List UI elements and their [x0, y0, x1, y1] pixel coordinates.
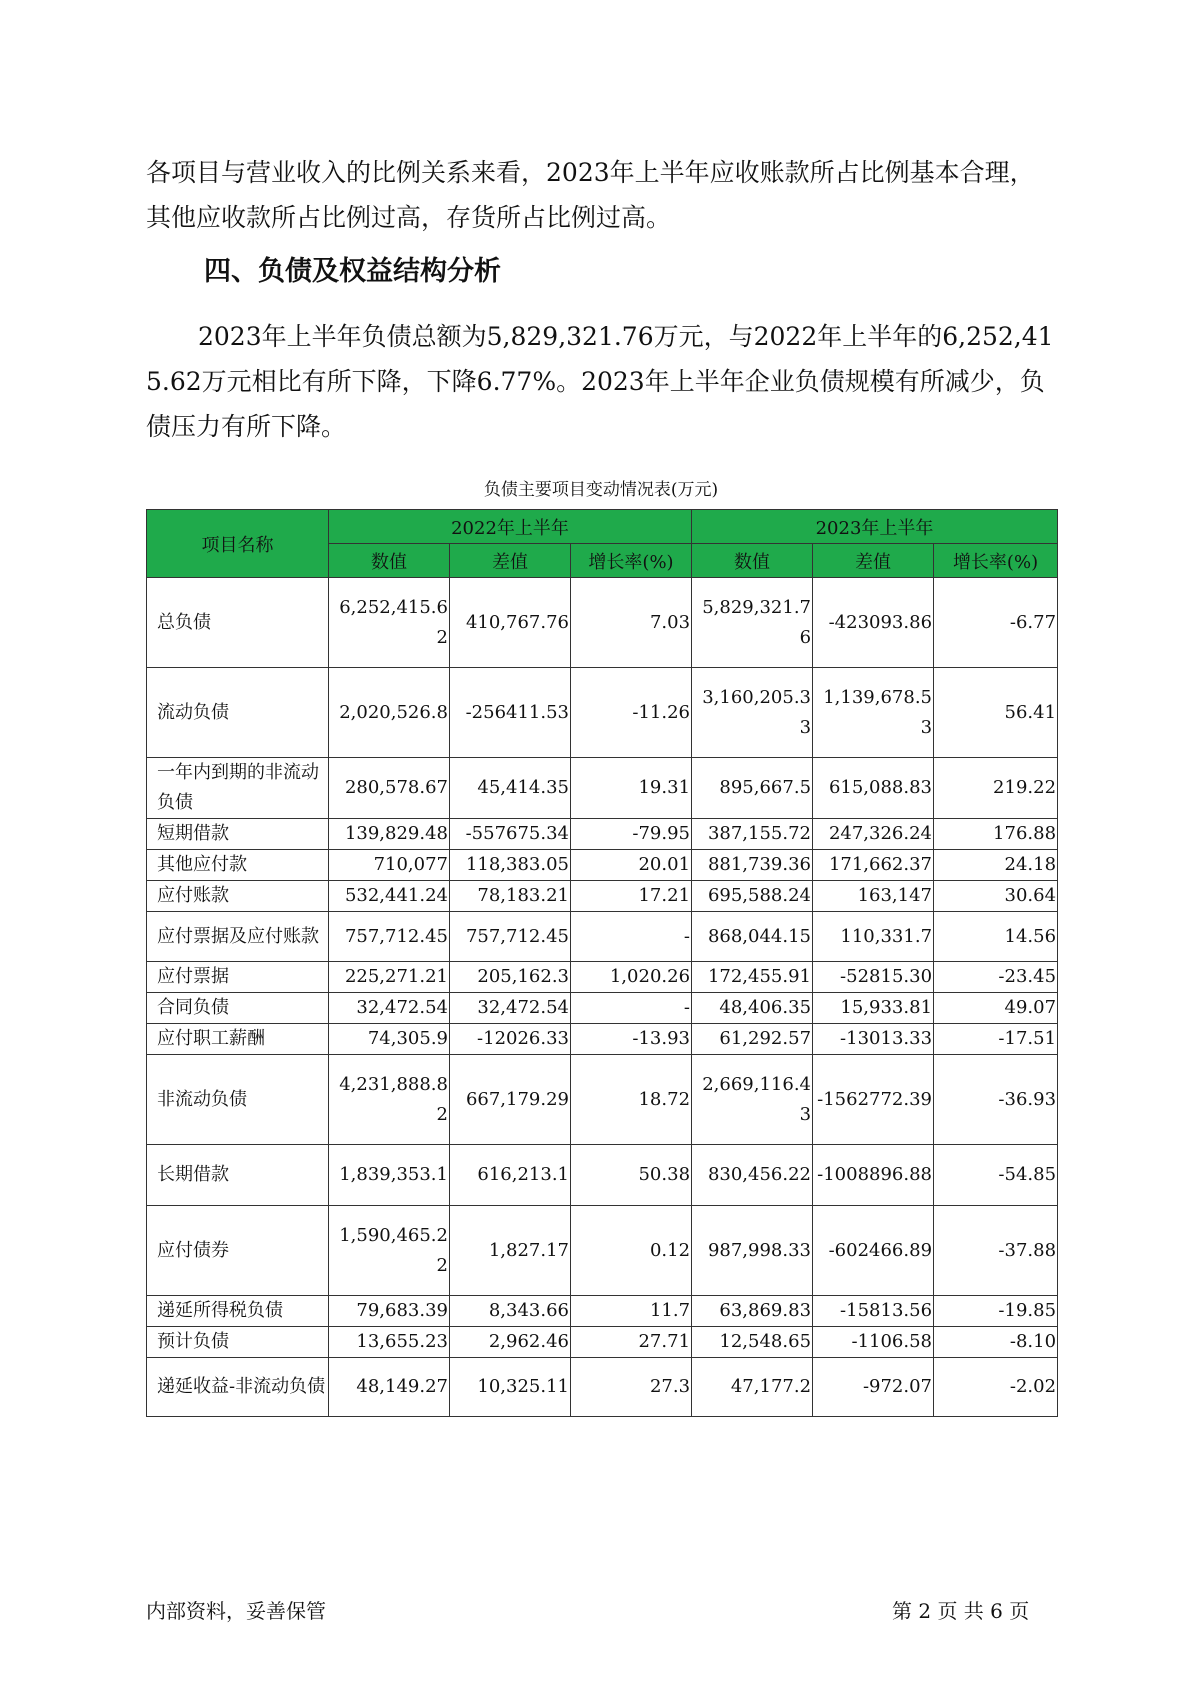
footer-page-number: 第 2 页 共 6 页: [892, 1599, 1030, 1623]
cell-diff-2022: 45,414.35: [450, 758, 571, 819]
cell-diff-2022: 118,383.05: [450, 850, 571, 881]
cell-diff-2022: -256411.53: [450, 668, 571, 758]
cell-diff-2023: -423093.86: [813, 578, 934, 668]
cell-growth-2022: -13.93: [571, 1024, 692, 1055]
cell-diff-2022: 410,767.76: [450, 578, 571, 668]
cell-growth-2023: -2.02: [934, 1358, 1058, 1417]
cell-diff-2023: 1,139,678.53: [813, 668, 934, 758]
cell-row-name: 应付票据: [147, 962, 329, 993]
cell-value-2023: 61,292.57: [692, 1024, 813, 1055]
cell-row-name: 长期借款: [147, 1145, 329, 1206]
cell-growth-2023: -8.10: [934, 1327, 1058, 1358]
cell-row-name: 其他应付款: [147, 850, 329, 881]
cell-growth-2022: 17.21: [571, 881, 692, 912]
cell-growth-2022: 50.38: [571, 1145, 692, 1206]
table-row: [147, 1358, 1058, 1417]
cell-growth-2023: -17.51: [934, 1024, 1058, 1055]
table-row: [147, 912, 1058, 962]
cell-value-2022: 1,839,353.1: [329, 1145, 450, 1206]
cell-growth-2022: 1,020.26: [571, 962, 692, 993]
cell-growth-2023: 30.64: [934, 881, 1058, 912]
cell-row-name: 总负债: [147, 578, 329, 668]
table-caption: 负债主要项目变动情况表(万元): [483, 480, 719, 500]
cell-row-name: 预计负债: [147, 1327, 329, 1358]
table-row: [147, 1206, 1058, 1296]
cell-value-2023: 12,548.65: [692, 1327, 813, 1358]
header-value-2023: 数值: [692, 544, 813, 578]
cell-value-2022: 532,441.24: [329, 881, 450, 912]
cell-row-name: 应付债券: [147, 1206, 329, 1296]
cell-value-2023: 63,869.83: [692, 1296, 813, 1327]
cell-growth-2022: 27.3: [571, 1358, 692, 1417]
table-row: [147, 962, 1058, 993]
cell-value-2023: 48,406.35: [692, 993, 813, 1024]
cell-diff-2023: -13013.33: [813, 1024, 934, 1055]
cell-row-name: 一年内到期的非流动负债: [147, 758, 329, 819]
table-row: [147, 758, 1058, 819]
cell-diff-2022: 10,325.11: [450, 1358, 571, 1417]
cell-diff-2023: -1562772.39: [813, 1055, 934, 1145]
cell-diff-2023: -602466.89: [813, 1206, 934, 1296]
liability-table: [146, 509, 1058, 1417]
cell-row-name: 非流动负债: [147, 1055, 329, 1145]
header-item-name: 项目名称: [147, 510, 329, 578]
cell-growth-2023: -54.85: [934, 1145, 1058, 1206]
cell-diff-2023: -972.07: [813, 1358, 934, 1417]
cell-growth-2022: -: [571, 993, 692, 1024]
cell-value-2022: 710,077: [329, 850, 450, 881]
cell-diff-2023: 615,088.83: [813, 758, 934, 819]
table-row: [147, 578, 1058, 668]
cell-value-2022: 74,305.9: [329, 1024, 450, 1055]
header-period-2023: 2023年上半年: [692, 510, 1058, 544]
cell-row-name: 应付票据及应付账款: [147, 912, 329, 962]
cell-value-2023: 2,669,116.43: [692, 1055, 813, 1145]
header-diff-2022: 差值: [450, 544, 571, 578]
cell-value-2023: 387,155.72: [692, 819, 813, 850]
cell-growth-2023: 219.22: [934, 758, 1058, 819]
cell-diff-2023: -1008896.88: [813, 1145, 934, 1206]
cell-diff-2022: 1,827.17: [450, 1206, 571, 1296]
cell-growth-2023: 24.18: [934, 850, 1058, 881]
cell-value-2022: 4,231,888.82: [329, 1055, 450, 1145]
table-row: [147, 668, 1058, 758]
cell-value-2022: 48,149.27: [329, 1358, 450, 1417]
cell-growth-2023: -6.77: [934, 578, 1058, 668]
cell-value-2022: 79,683.39: [329, 1296, 450, 1327]
table-row: [147, 881, 1058, 912]
table-body: [147, 578, 1058, 1417]
cell-growth-2023: -19.85: [934, 1296, 1058, 1327]
cell-value-2023: 3,160,205.33: [692, 668, 813, 758]
cell-value-2022: 139,829.48: [329, 819, 450, 850]
cell-diff-2023: -15813.56: [813, 1296, 934, 1327]
cell-value-2022: 1,590,465.22: [329, 1206, 450, 1296]
cell-value-2023: 895,667.5: [692, 758, 813, 819]
cell-growth-2023: 176.88: [934, 819, 1058, 850]
cell-diff-2023: 171,662.37: [813, 850, 934, 881]
cell-diff-2023: 110,331.7: [813, 912, 934, 962]
cell-diff-2022: 78,183.21: [450, 881, 571, 912]
cell-diff-2022: 32,472.54: [450, 993, 571, 1024]
cell-row-name: 应付职工薪酬: [147, 1024, 329, 1055]
cell-diff-2022: -12026.33: [450, 1024, 571, 1055]
table-row: [147, 819, 1058, 850]
cell-row-name: 短期借款: [147, 819, 329, 850]
header-growth-2022: 增长率(%): [571, 544, 692, 578]
cell-value-2023: 695,588.24: [692, 881, 813, 912]
cell-growth-2023: 56.41: [934, 668, 1058, 758]
header-value-2022: 数值: [329, 544, 450, 578]
cell-diff-2022: 616,213.1: [450, 1145, 571, 1206]
header-period-2022: 2022年上半年: [329, 510, 692, 544]
cell-value-2022: 225,271.21: [329, 962, 450, 993]
cell-growth-2022: -79.95: [571, 819, 692, 850]
cell-value-2022: 757,712.45: [329, 912, 450, 962]
cell-row-name: 流动负债: [147, 668, 329, 758]
table-row: [147, 1055, 1058, 1145]
cell-growth-2022: 18.72: [571, 1055, 692, 1145]
cell-row-name: 应付账款: [147, 881, 329, 912]
cell-diff-2023: 247,326.24: [813, 819, 934, 850]
table-row: [147, 850, 1058, 881]
cell-growth-2023: 14.56: [934, 912, 1058, 962]
table-row: [147, 1145, 1058, 1206]
cell-value-2022: 13,655.23: [329, 1327, 450, 1358]
cell-diff-2023: -52815.30: [813, 962, 934, 993]
cell-growth-2022: 20.01: [571, 850, 692, 881]
cell-diff-2022: 8,343.66: [450, 1296, 571, 1327]
cell-growth-2023: -37.88: [934, 1206, 1058, 1296]
header-growth-2023: 增长率(%): [934, 544, 1058, 578]
cell-diff-2022: 667,179.29: [450, 1055, 571, 1145]
cell-diff-2022: 205,162.3: [450, 962, 571, 993]
cell-value-2022: 32,472.54: [329, 993, 450, 1024]
cell-value-2023: 868,044.15: [692, 912, 813, 962]
cell-growth-2023: -36.93: [934, 1055, 1058, 1145]
cell-growth-2023: -23.45: [934, 962, 1058, 993]
cell-value-2023: 5,829,321.76: [692, 578, 813, 668]
header-diff-2023: 差值: [813, 544, 934, 578]
cell-growth-2022: 27.71: [571, 1327, 692, 1358]
table-row: [147, 1024, 1058, 1055]
footer-confidential-note: 内部资料，妥善保管: [146, 1599, 326, 1623]
cell-growth-2022: 0.12: [571, 1206, 692, 1296]
cell-growth-2022: 19.31: [571, 758, 692, 819]
cell-growth-2022: 11.7: [571, 1296, 692, 1327]
cell-value-2023: 881,739.36: [692, 850, 813, 881]
cell-growth-2022: 7.03: [571, 578, 692, 668]
cell-diff-2023: -1106.58: [813, 1327, 934, 1358]
analysis-paragraph: 2023年上半年负债总额为5,829,321.76万元，与2022年上半年的6,252,415.62万元相比有所下降，下降6.77%。2023年上半年企业负债规模有所减少，负债压力有所下降。: [146, 322, 1054, 441]
cell-diff-2023: 15,933.81: [813, 993, 934, 1024]
cell-diff-2022: 757,712.45: [450, 912, 571, 962]
table-row: [147, 1296, 1058, 1327]
table-header: [147, 510, 1058, 578]
cell-value-2022: 6,252,415.62: [329, 578, 450, 668]
intro-paragraph: 各项目与营业收入的比例关系来看，2023年上半年应收账款所占比例基本合理，其他应收款所占比例过高，存货所占比例过高。: [146, 158, 1035, 232]
cell-diff-2022: 2,962.46: [450, 1327, 571, 1358]
cell-value-2022: 2,020,526.8: [329, 668, 450, 758]
cell-diff-2022: -557675.34: [450, 819, 571, 850]
section-heading: 四、负债及权益结构分析: [204, 256, 501, 287]
cell-row-name: 合同负债: [147, 993, 329, 1024]
table-row: [147, 993, 1058, 1024]
cell-value-2023: 172,455.91: [692, 962, 813, 993]
cell-row-name: 递延所得税负债: [147, 1296, 329, 1327]
cell-value-2023: 987,998.33: [692, 1206, 813, 1296]
cell-row-name: 递延收益-非流动负债: [147, 1358, 329, 1417]
cell-growth-2022: -11.26: [571, 668, 692, 758]
cell-value-2022: 280,578.67: [329, 758, 450, 819]
table-row: [147, 1327, 1058, 1358]
cell-value-2023: 47,177.2: [692, 1358, 813, 1417]
cell-diff-2023: 163,147: [813, 881, 934, 912]
cell-growth-2022: -: [571, 912, 692, 962]
cell-growth-2023: 49.07: [934, 993, 1058, 1024]
cell-value-2023: 830,456.22: [692, 1145, 813, 1206]
